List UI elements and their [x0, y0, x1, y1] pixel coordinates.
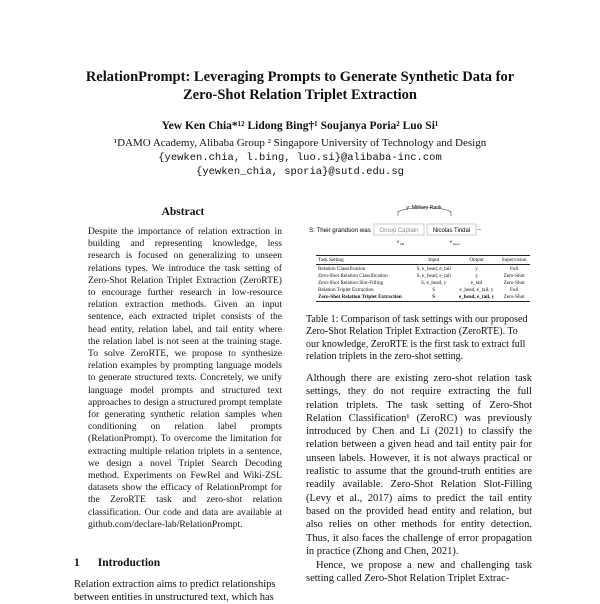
- tail-entity: Nicolas Tindal: [432, 228, 471, 234]
- table-cell: S, e_head, y: [421, 279, 447, 286]
- paper-title: [40, 68, 560, 104]
- table-cell: S: [432, 287, 436, 294]
- table-cell: Zero-Shot Relation Slot-Filling: [318, 279, 384, 286]
- tail-entity-subscript: head: [453, 242, 460, 246]
- tail-entity-symbol: e: [450, 240, 453, 245]
- paper-title-line-1: RelationPrompt: Leveraging Prompts to Generate Synthetic Data for: [85, 69, 515, 85]
- table-cell: e_head, e_tail, y: [459, 287, 494, 294]
- relation-label: y: Military Rank: [406, 205, 442, 211]
- table-header-cell: Task Setting: [316, 256, 413, 265]
- introduction-body: Relation extraction aims to predict relationships between entities in unstructured text, which has: [74, 579, 276, 603]
- right-column-body: [306, 372, 532, 586]
- table-cell: Zero-Shot: [503, 279, 525, 286]
- table-cell: S: [413, 294, 455, 302]
- table-cell: S, e_head, e_tail: [416, 272, 451, 279]
- table-cell: Full: [509, 287, 519, 294]
- abstract-body: Despite the importance of relation extraction in building and representing knowledge, less research is focused on generalizing to unseen relations types. We introduce the task setting of Zero-Shot Relation Triplet Extraction (ZeroRTE) to encourage further research in low-resource relation extraction methods. Given an input sentence, each extracted triplet consists of the head entity, relation label, and tail entity where the relation label is not seen at the training stage. To solve ZeroRTE, we propose to synthesize relation examples by prompting language models to generate structured texts. Concretely, we unify language model prompts and structured text approaches to design a structured prompt template for generating synthetic relation samples when conditioning on relation label prompts (RelationPrompt). To overcome the limitation for extracting multiple relation triplets in a sentence, we design a novel Triplet Search Decoding method. Experiments on FewRel and Wiki-ZSL datasets show the efficacy of RelationPrompt for the ZeroRTE task and zero-shot relation classification. Our code and data are available at github.com/declare-lab/RelationPrompt.: [88, 226, 282, 530]
- abstract-heading: Abstract: [161, 206, 205, 218]
- email-line-1: {yewken.chia, l.bing, luo.si}@alibaba-inc.com: [158, 152, 442, 164]
- email-line-2: {yewken_chia, sporia}@sutd.edu.sg: [196, 166, 404, 178]
- head-entity-subscript: tail: [400, 242, 405, 246]
- task-comparison-table: [316, 255, 530, 302]
- table-cell: Full: [509, 265, 519, 272]
- table-header-cell: Output: [455, 256, 498, 265]
- table-cell: Zero-Shot Relation Triplet Extraction: [316, 294, 413, 302]
- table-row: [316, 272, 530, 279]
- table-cell: Relation Classification: [318, 265, 366, 272]
- affiliations: ¹DAMO Academy, Alibaba Group ² Singapore University of Technology and Design: [113, 137, 487, 149]
- table-header-row: [316, 256, 530, 265]
- table-cell: Relation Triplet Extraction: [318, 287, 374, 294]
- table-caption: Table 1: Comparison of task settings with our proposed Zero-Shot Relation Triplet Extraction (ZeroRTE). To our knowledge, ZeroRTE is the first task to extract full relation triplets in the zero-shot setting.: [306, 314, 528, 363]
- table-cell: e_tail: [470, 279, 483, 286]
- section-number: 1: [74, 557, 80, 569]
- table-header-cell: Input: [413, 256, 455, 265]
- table-row: [316, 279, 530, 286]
- sentence-prefix: S: Their grandson was: [309, 227, 371, 234]
- table-cell: y: [475, 272, 478, 279]
- author-list: Yew Ken Chia*¹² Lidong Bing†¹ Soujanya Poria² Luo Si¹: [161, 120, 439, 132]
- head-entity-symbol: e: [397, 240, 400, 245]
- paragraph: Hence, we propose a new and challenging task setting called Zero-Shot Relation Triplet Extrac-: [306, 560, 532, 585]
- table-cell: Zero-Shot: [498, 294, 530, 302]
- table-row: [316, 287, 530, 294]
- paper-title-line-2: Zero-Shot Relation Triplet Extraction: [183, 87, 417, 103]
- table-row-proposed: [316, 294, 530, 302]
- table-cell: Zero-Shot Relation Classification: [318, 272, 388, 279]
- section-title: Introduction: [97, 557, 161, 569]
- paragraph: Although there are existing zero-shot relation task settings, they do not require extracting the full relation triplets. The task setting of Zero-Shot Relation Classification¹ (ZeroRC) was previously introduced by Chen and Li (2021) to classify the relation between a given head and tail entity pair for unseen labels. However, it is not always practical or realistic to assume that the ground-truth entities are readily available. Zero-Shot Relation Slot-Filling (Levy et al., 2017) aims to predict the tail entity based on the provided head entity and relation, but also relies on other methods for entity detection. Thus, it also faces the challenge of error propagation in practice (Zhong and Chen, 2021).: [306, 373, 532, 557]
- table-cell: Zero-Shot: [503, 272, 525, 279]
- introduction-heading: [74, 557, 178, 569]
- head-entity: Group Captain: [379, 228, 419, 234]
- table-row: [316, 265, 530, 273]
- table-cell: e_head, e_tail, y: [455, 294, 498, 302]
- table-cell: y: [475, 265, 478, 272]
- table-header-cell: Supervision: [498, 256, 530, 265]
- table-cell: S, e_head, e_tail: [416, 265, 451, 272]
